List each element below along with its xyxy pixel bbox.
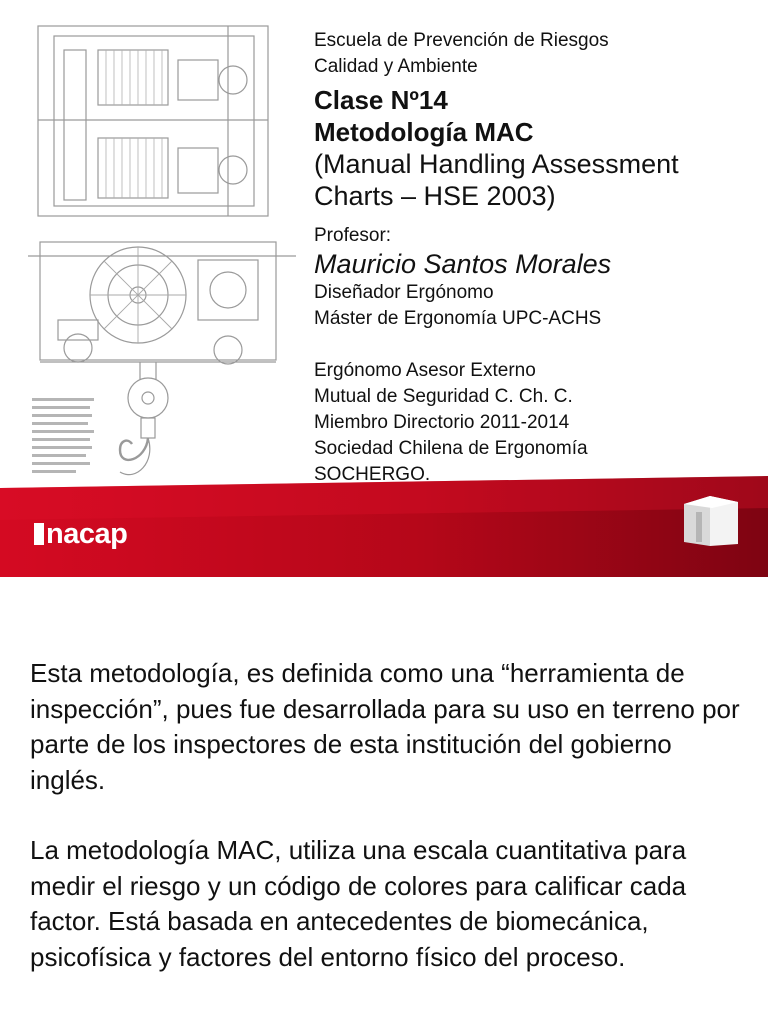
inacap-logo: [34, 519, 127, 549]
credential-line: Ergónomo Asesor Externo: [314, 360, 536, 381]
subtitle-line2: Charts – HSE 2003): [314, 181, 556, 211]
logo-mark: [34, 523, 44, 545]
subtitle-line1: (Manual Handling Assessment: [314, 149, 679, 179]
professor-name: Mauricio Santos Morales: [314, 249, 612, 279]
credential-line: Mutual de Seguridad C. Ch. C.: [314, 386, 573, 407]
credential-line: Sociedad Chilena de Ergonomía: [314, 438, 588, 459]
credential-line: Máster de Ergonomía UPC-ACHS: [314, 308, 602, 329]
credential-line: Diseñador Ergónomo: [314, 282, 494, 303]
methodology-title: Metodología MAC: [314, 117, 534, 147]
crane-hoist-illustration: [28, 20, 296, 500]
school-name-line1: Escuela de Prevención de Riesgos: [314, 30, 609, 51]
body-text: [30, 656, 750, 975]
logo-text: nacap: [46, 518, 128, 550]
credential-line: Miembro Directorio 2011-2014: [314, 412, 570, 433]
slide-text-block: [314, 28, 754, 488]
paragraph-1: Esta metodología, es definida como una “herramienta de inspección”, pues fue desarrollada para su uso en terreno por parte de los inspectores de esta institución del gobierno inglés.: [30, 658, 740, 795]
credential-line: SOCHERGO.: [314, 464, 431, 485]
class-number: Clase Nº14: [314, 85, 448, 115]
school-name-line2: Calidad y Ambiente: [314, 56, 478, 77]
professor-label: Profesor:: [314, 225, 392, 246]
paragraph-2: La metodología MAC, utiliza una escala cuantitativa para medir el riesgo y un código de colores para calificar cada factor. Está basada en antecedentes de biomecánica, psicofísica y factores del entorno físico del proceso.: [30, 835, 687, 972]
cube-icon: [680, 488, 742, 550]
